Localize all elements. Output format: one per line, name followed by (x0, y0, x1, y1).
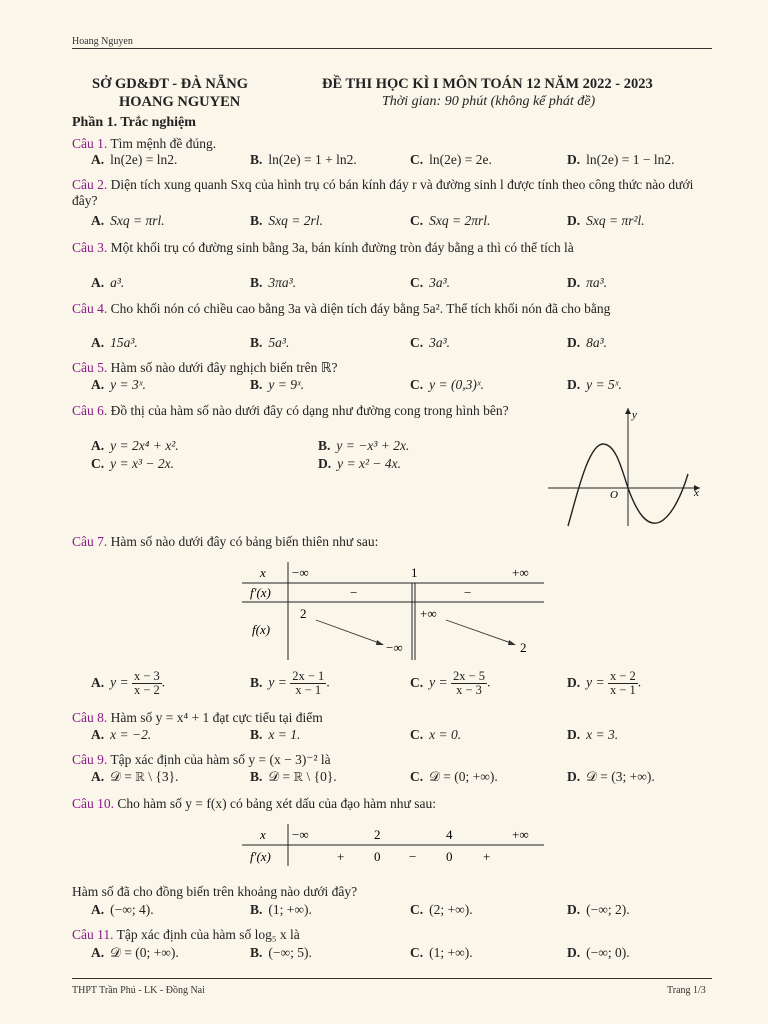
q1-option-a[interactable]: A. ln(2e) = ln2. (91, 152, 178, 167)
cubic-graph (548, 404, 708, 530)
t7-x-2: +∞ (512, 565, 529, 580)
question-6: Câu 6. Đồ thị của hàm số nào dưới đây có dạng như đường cong trong hình bên? (72, 403, 509, 418)
exam-title: ĐỀ THI HỌC KÌ I MÔN TOÁN 12 NĂM 2022 - 2023 (322, 76, 653, 92)
q3-option-c[interactable]: C. 3a³. (410, 275, 451, 290)
q9-option-b[interactable]: B. 𝒟 = ℝ \ {0}. (250, 769, 337, 784)
question-11: Câu 11. Tập xác định của hàm số log₅ x là (72, 927, 300, 942)
teacher-name: HOANG NGUYEN (119, 94, 241, 110)
t7-fp-label: f′(x) (250, 585, 271, 600)
q9-option-c[interactable]: C. 𝒟 = (0; +∞). (410, 769, 498, 784)
q7-option-b[interactable]: B. y = $\frac{2x - 1}{x - 1}$ . (250, 669, 330, 697)
t7-f-3: 2 (520, 640, 527, 655)
q6-option-d[interactable]: D. y = x² − 4x. (318, 456, 401, 471)
exam-time: Thời gian: 90 phút (không kể phát đề) (382, 94, 596, 109)
sign-table-10 (240, 822, 546, 868)
question-3: Câu 3. Một khối trụ có đường sinh bằng 3a, bán kính đường tròn đáy bằng a thì có thể tích là (72, 240, 574, 255)
t7-sign-1: − (464, 585, 472, 600)
question-label: Câu 1. (72, 136, 108, 151)
variation-table-7 (240, 560, 546, 660)
t7-arrow-down-2 (446, 620, 514, 644)
t10-fp-label: f′(x) (250, 849, 271, 864)
q5-option-d[interactable]: D. y = 5ˣ. (567, 377, 622, 392)
q10-option-b[interactable]: B. (1; +∞). (250, 902, 312, 917)
t10-sign-0: + (337, 849, 345, 864)
q7-option-d[interactable]: D. y = $\frac{x - 2}{x - 1}$ . (567, 669, 642, 697)
question-4: Câu 4. Cho khối nón có chiều cao bằng 3a và diện tích đáy bằng 5a². Thể tích khối nón đã cho bằng (72, 301, 611, 316)
header-rule (72, 48, 712, 49)
question-1 (72, 136, 717, 152)
q8-option-c[interactable]: C. x = 0. (410, 727, 462, 742)
t7-x-label: x (260, 565, 266, 580)
q7-option-c[interactable]: C. y = $\frac{2x - 5}{x - 3}$ . (410, 669, 491, 697)
q5-option-b[interactable]: B. y = 9ˣ. (250, 377, 305, 392)
x-label: x (694, 487, 699, 499)
q11-option-b[interactable]: B. (−∞; 5). (250, 945, 312, 960)
t10-sign-1: 0 (374, 849, 381, 864)
header-author: Hoang Nguyen (72, 36, 133, 47)
y-axis-arrow (625, 408, 631, 414)
q6-option-b[interactable]: B. y = −x³ + 2x. (318, 438, 410, 453)
q6-option-c[interactable]: C. y = x³ − 2x. (91, 456, 174, 471)
t7-sign-0: − (350, 585, 358, 600)
t7-arrow-down-1 (316, 620, 382, 644)
t10-x-3: +∞ (512, 827, 529, 842)
t7-f-label: f(x) (252, 622, 271, 637)
t7-f-2: +∞ (420, 606, 437, 621)
q10-option-c[interactable]: C. (2; +∞). (410, 902, 473, 917)
q8-option-b[interactable]: B. x = 1. (250, 727, 301, 742)
q1-option-c[interactable]: C. ln(2e) = 2e. (410, 152, 492, 167)
t10-x-label: x (260, 827, 266, 842)
q8-option-d[interactable]: D. x = 3. (567, 727, 619, 742)
t10-sign-2: − (409, 849, 417, 864)
question-5: Câu 5. Hàm số nào dưới đây nghịch biến trên ℝ? (72, 360, 338, 375)
t7-x-0: −∞ (292, 565, 309, 580)
q5-option-c[interactable]: C. y = (0,3)ˣ. (410, 377, 485, 392)
t7-f-0: 2 (300, 606, 307, 621)
q1-option-b[interactable]: B. ln(2e) = 1 + ln2. (250, 152, 357, 167)
t10-x-1: 2 (374, 827, 381, 842)
y-label: y (632, 409, 637, 421)
q3-option-b[interactable]: B. 3πa³. (250, 275, 297, 290)
q2-option-a[interactable]: A. Sxq = πrl. (91, 213, 165, 228)
footer-rule (72, 978, 712, 979)
question-7: Câu 7. Hàm số nào dưới đây có bảng biến thiên như sau: (72, 534, 379, 549)
q2-option-d[interactable]: D. Sxq = πr²l. (567, 213, 645, 228)
footer-school: THPT Trần Phú - LK - Đồng Nai (72, 985, 205, 996)
q7-option-a[interactable]: A. y = $\frac{x - 3}{x - 2}$ . (91, 669, 166, 697)
question-9: Câu 9. Tập xác định của hàm số y = (x − 3)⁻² là (72, 752, 331, 767)
question-10-prompt: Hàm số đã cho đồng biến trên khoảng nào dưới đây? (72, 884, 358, 899)
q2-option-b[interactable]: B. Sxq = 2rl. (250, 213, 323, 228)
footer-page: Trang 1/3 (667, 985, 706, 996)
q11-option-c[interactable]: C. (1; +∞). (410, 945, 473, 960)
question-10: Câu 10. Cho hàm số y = f(x) có bảng xét dấu của đạo hàm như sau: (72, 796, 436, 811)
q9-option-d[interactable]: D. 𝒟 = (3; +∞). (567, 769, 655, 784)
t7-f-1: −∞ (386, 640, 403, 655)
t10-sign-4: + (483, 849, 491, 864)
q9-option-a[interactable]: A. 𝒟 = ℝ \ {3}. (91, 769, 179, 784)
question-8: Câu 8. Hàm số y = x⁴ + 1 đạt cực tiểu tại điểm (72, 710, 323, 725)
origin-label: O (610, 489, 618, 501)
q10-option-d[interactable]: D. (−∞; 2). (567, 902, 630, 917)
q3-option-a[interactable]: A. a³. (91, 275, 125, 290)
t7-x-1: 1 (411, 565, 418, 580)
q4-option-c[interactable]: C. 3a³. (410, 335, 451, 350)
q1-option-d[interactable]: D. ln(2e) = 1 − ln2. (567, 152, 675, 167)
dept-name: SỞ GD&ĐT - ĐÀ NẴNG (92, 76, 249, 92)
q11-option-a[interactable]: A. 𝒟 = (0; +∞). (91, 945, 179, 960)
q8-option-a[interactable]: A. x = −2. (91, 727, 152, 742)
q5-option-a[interactable]: A. y = 3ˣ. (91, 377, 146, 392)
t10-x-2: 4 (446, 827, 453, 842)
q10-option-a[interactable]: A. (−∞; 4). (91, 902, 154, 917)
t10-sign-3: 0 (446, 849, 453, 864)
question-2: Câu 2. Diện tích xung quanh Sxq của hình trụ có bán kính đáy r và đường sinh l được tính theo công thức nào dưới đây? (72, 177, 694, 208)
question-text: Tìm mệnh đề đúng. (110, 136, 217, 151)
t10-x-0: −∞ (292, 827, 309, 842)
q4-option-d[interactable]: D. 8a³. (567, 335, 608, 350)
q2-option-c[interactable]: C. Sxq = 2πrl. (410, 213, 491, 228)
q11-option-d[interactable]: D. (−∞; 0). (567, 945, 630, 960)
q3-option-d[interactable]: D. πa³. (567, 275, 608, 290)
q4-option-b[interactable]: B. 5a³. (250, 335, 290, 350)
section-title: Phần 1. Trắc nghiệm (72, 115, 196, 130)
q6-option-a[interactable]: A. y = 2x⁴ + x². (91, 438, 179, 453)
q4-option-a[interactable]: A. 15a³. (91, 335, 138, 350)
